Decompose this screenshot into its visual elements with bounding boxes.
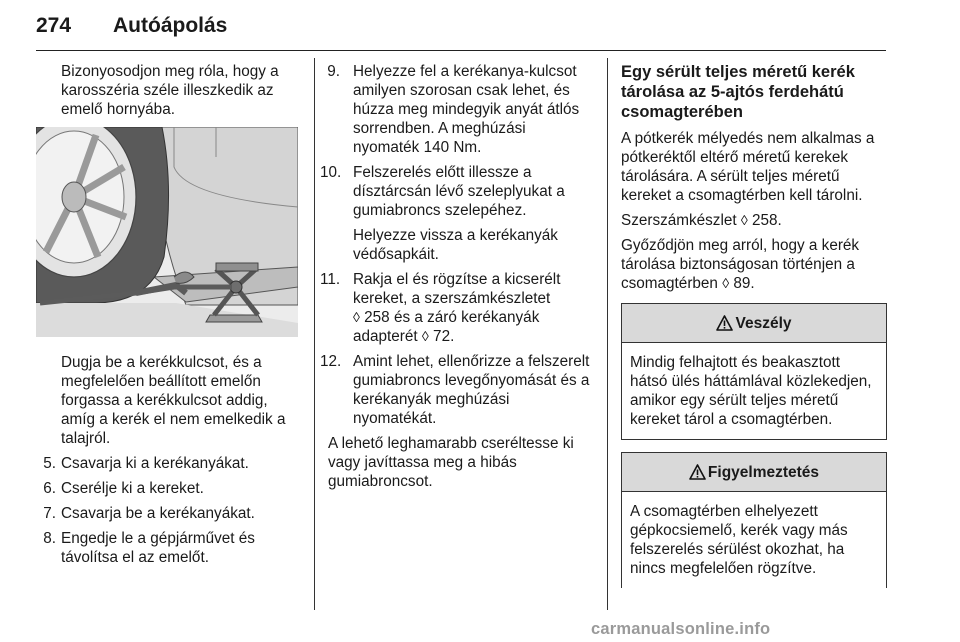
cross-reference-icon: ◊ [353,309,360,325]
list-item: 9. Helyezze fel a kerékanya-kulcsot amilyen szorosan csak lehet, és húzza meg mindegyik anyát átlós sorrendben. A meghúzási nyomaték 140 Nm. [327,63,580,156]
closing-paragraph: A lehető leghamarabb cseréltesse ki vagy javíttassa meg a hibás gumiabroncsot. [328,435,574,490]
column-divider [607,58,608,610]
list-item: 12. Amint lehet, ellenőrizze a felszerelt gumiabroncs levegőnyomását és a kerékanyák meghúzási nyomatékát. [320,353,590,427]
warning-triangle-icon [716,315,733,331]
column-3 [621,62,887,600]
sub-instruction: Helyezze vissza a kerékanyák védősapkáit. [353,227,558,263]
chapter-title: Autóápolás [113,14,228,37]
list-item: 5. Csavarja ki a kerékanyákat. [43,455,249,472]
warning-triangle-icon [689,464,706,480]
caution-header [622,453,886,492]
cross-reference-icon: ◊ [722,275,730,291]
list-item: 10. Felszerelés előtt illessze a dísztárcsán lévő szeleplyukat a gumiabroncs szelepéhez. Helyezze vissza a kerékanyák védősapkáit. [328,163,590,264]
list-item: 7. Csavarja be a kerékanyákat. [43,505,255,522]
paragraph: Szerszámkészlet ◊ 258. [621,212,782,229]
watermark: carmanualsonline.info [591,620,771,638]
intro-paragraph: Bizonyosodjon meg róla, hogy a karosszéria széle illeszkedik az emelő hornyába. [61,63,279,118]
column-divider [314,58,315,610]
caution-box [621,452,887,588]
paragraph: Győződjön meg arról, hogy a kerék tárolása biztonságosan történjen a csomagtérben ◊ 89. [621,237,860,292]
danger-box [621,303,887,440]
section-heading: Egy sérült teljes méretű kerék tárolása az 5-ajtós ferdehátú csomagterében [621,63,855,121]
caution-text: A csomagtérben elhelyezett gépkocsiemelő, kerék vagy más felszerelés sérülést okozhat, ha nincs megfelelően rögzítve. [630,503,848,577]
list-item: 8. Engedje le a gépjárművet és távolítsa el az emelőt. [43,530,255,566]
column-2 [320,62,590,497]
cross-reference-icon: ◊ [740,212,748,228]
column-1 [36,62,298,573]
step-list [36,454,298,567]
caution-title: Figyelmeztetés [707,463,820,481]
danger-title: Veszély [735,314,792,332]
page-number: 274 [36,14,72,37]
danger-header [622,304,886,343]
jack-illustration [36,127,298,337]
list-item: 11. Rakja el és rögzítse a kicserélt kereket, a szerszámkészletet ◊ 258 és a záró kerékanyák adapterét ◊ 72. [320,271,561,345]
caption-paragraph: Dugja be a kerékkulcsot, és a megfelelően beállított emelőn forgassa a kerékkulcsot addig, amíg a kerék el nem emelkedik a talajról. [61,354,286,447]
paragraph: A pótkerék mélyedés nem alkalmas a pótkeréktől eltérő méretű kerekek tárolására. A sérült teljes méretű kereket a csomagtérben kell tárolni. [621,130,875,204]
cross-reference-icon: ◊ [421,328,429,344]
danger-text: Mindig felhajtott és beakasztott hátsó ülés háttámlával közlekedjen, amikor egy sérült teljes méretű kereket tárol a csomagtérben. [630,354,872,428]
page-header [36,14,886,51]
list-item: 6. Cserélje ki a kereket. [43,480,204,497]
step-list [320,62,590,428]
